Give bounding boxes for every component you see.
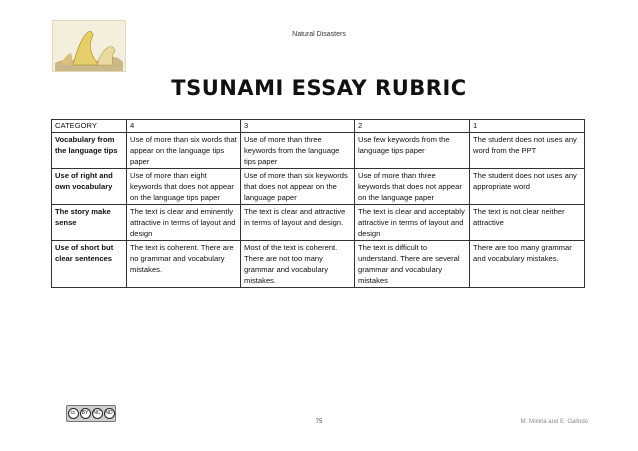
rubric-title: TSUNAMI ESSAY RUBRIC [171,76,467,100]
column-header: 4 [127,120,241,133]
table-cell: The text is clear and attractive in terms of layout and design. [241,205,355,241]
table-cell: The student does not uses any appropriate word [470,169,585,205]
nc-icon: NC [92,408,103,419]
table-cell: There are too many grammar and vocabulary mistakes. [470,241,585,288]
table-row [52,205,585,241]
cc-icon: cc [68,408,79,419]
table-cell: The student does not uses any word from the PPT [470,133,585,169]
table-cell: The text is clear and eminently attractive in terms of layout and design [127,205,241,241]
table-cell: Use of more than eight keywords that does not appear on the language tips paper [127,169,241,205]
table-cell: Use of more than three keywords from the language tips paper [241,133,355,169]
rubric-table [51,119,585,288]
table-cell: Use few keywords from the language tips paper [355,133,470,169]
row-category: The story make sense [52,205,127,241]
tsunami-illustration [52,20,126,72]
table-cell: Most of the text is coherent. There are not too many grammar and vocabulary mistakes. [241,241,355,288]
table-cell: The text is coherent. There are no grammar and vocabulary mistakes. [127,241,241,288]
table-cell: The text is difficult to understand. There are several grammar and vocabulary mistakes [355,241,470,288]
nd-icon: ND [104,408,115,419]
footer-authors: M. Molina and E. Galindo [520,419,588,425]
column-header: 2 [355,120,470,133]
table-header-row [52,120,585,133]
row-category: Vocabulary from the language tips [52,133,127,169]
table-cell: Use of more than six words that appear on the language tips paper [127,133,241,169]
row-category: Use of short but clear sentences [52,241,127,288]
column-header: CATEGORY [52,120,127,133]
table-cell: The text is not clear neither attractive [470,205,585,241]
column-header: 1 [470,120,585,133]
page-number: 75 [315,419,323,425]
table-cell: Use of more than three keywords that does not appear on the language paper [355,169,470,205]
table-row [52,169,585,205]
by-icon: BY [80,408,91,419]
table-cell: Use of more than six keywords that does not appear on the language paper [241,169,355,205]
table-row [52,241,585,288]
row-category: Use of right and own vocabulary [52,169,127,205]
header-title: Natural Disasters [292,31,346,38]
table-row [52,133,585,169]
table-cell: The text is clear and acceptably attractive in terms of layout and design [355,205,470,241]
column-header: 3 [241,120,355,133]
